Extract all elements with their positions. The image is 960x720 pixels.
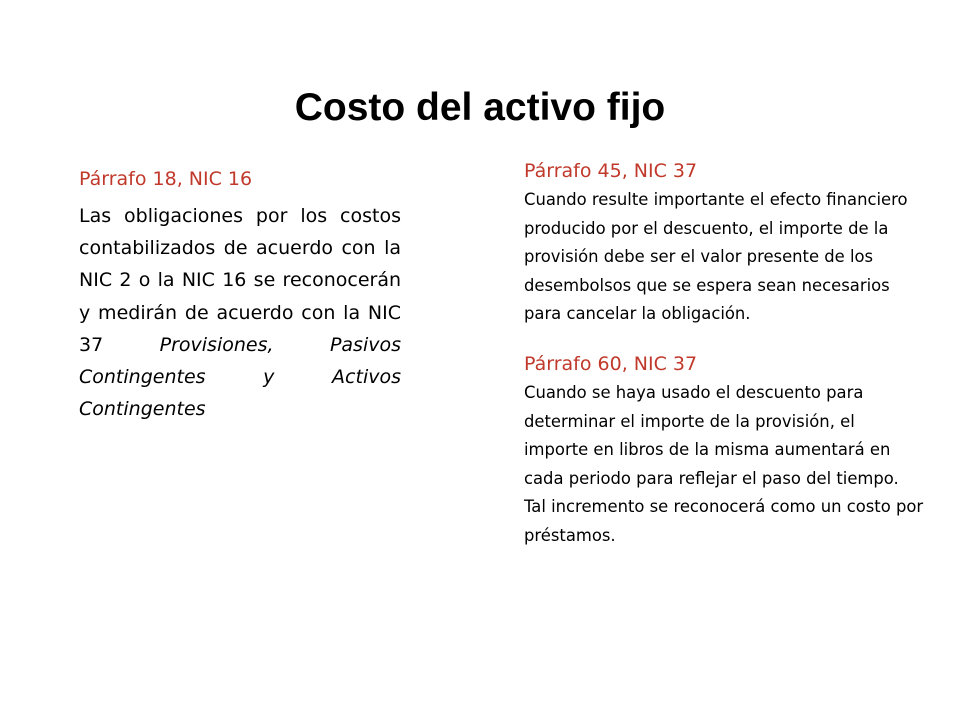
right-block-1-body: Cuando resulte importante el efecto financiero producido por el descuento, el importe de la provisión debe ser el valor presente de los desembolsos que se espera sean necesarios para cancelar la obligación. <box>524 190 908 324</box>
left-body-plain: Las obligaciones por los costos contabilizados de acuerdo con la NIC 2 o la NIC 16 se reconocerán y medirán de acuerdo con la NIC 37 <box>79 205 401 356</box>
right-block-2-heading: Párrafo 60, NIC 37 <box>524 352 698 375</box>
left-heading: Párrafo 18, NIC 16 <box>79 168 253 190</box>
right-column <box>524 156 924 551</box>
right-block-1 <box>524 156 924 329</box>
right-block-2-body: Cuando se haya usado el descuento para determinar el importe de la provisión, el importe en libros de la misma aumentará en cada periodo para reflejar el paso del tiempo. Tal incremento se reconocerá como un costo por préstamos. <box>524 382 924 545</box>
slide-title: Costo del activo fijo <box>294 86 666 130</box>
left-body-italic: Provisiones, Pasivos Contingentes y Activos Contingentes <box>79 333 401 421</box>
left-column <box>79 164 401 425</box>
right-block-1-heading: Párrafo 45, NIC 37 <box>524 160 698 182</box>
right-block-2 <box>524 349 924 551</box>
left-body <box>79 200 401 425</box>
